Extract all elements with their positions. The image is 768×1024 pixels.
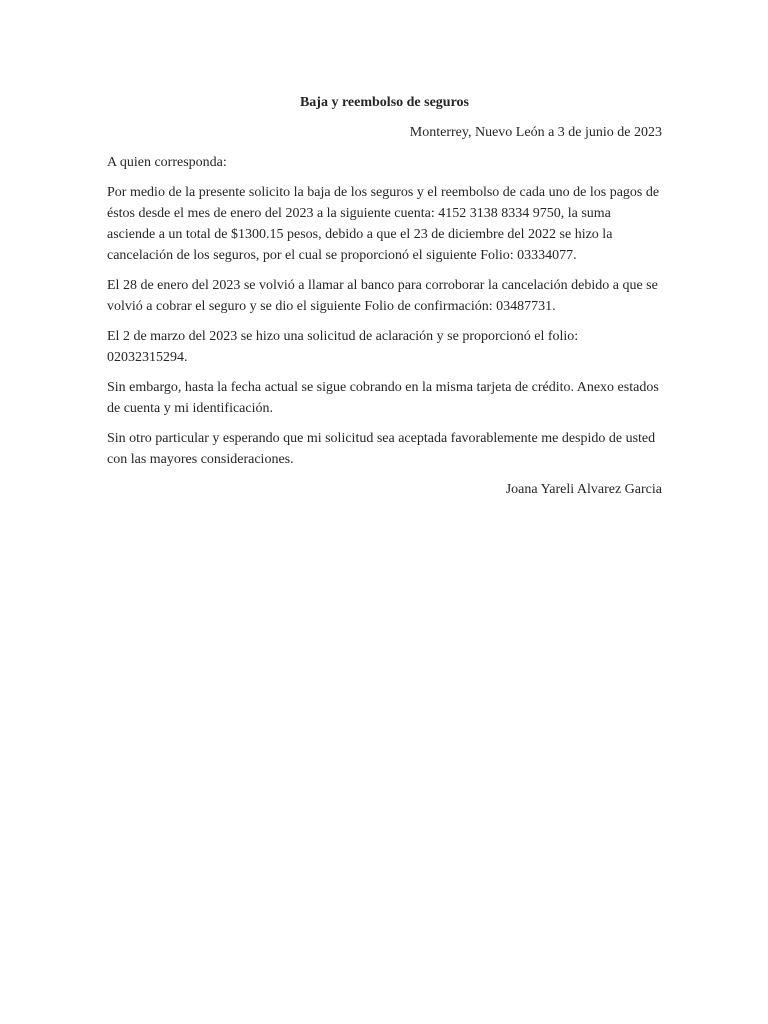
paragraph-still-charging: Sin embargo, hasta la fecha actual se sigue cobrando en la misma tarjeta de crédito. Anexo estados de cuenta y mi identificación.: [107, 380, 659, 416]
letter-body: [107, 92, 662, 500]
document-title: Baja y reembolso de seguros: [299, 95, 470, 110]
salutation: A quien corresponda:: [107, 155, 227, 170]
paragraph-january-call: El 28 de enero del 2023 se volvió a llamar al banco para corroborar la cancelación debido a que se volvió a cobrar el seguro y se dio el siguiente Folio de confirmación: 03487731.: [107, 278, 658, 314]
paragraph-request: Por medio de la presente solicito la baja de los seguros y el reembolso de cada uno de los pagos de éstos desde el mes de enero del 2023 a la siguiente cuenta: 4152 3138 8334 9750, la suma asciende a un total de $1300.15 pesos, debido a que el 23 de diciembre del 2022 se hizo la cancelación de los seguros, por el cual se proporcionó el siguiente Folio: 03334077.: [107, 185, 660, 263]
paragraph-march-clarification: El 2 de marzo del 2023 se hizo una solicitud de aclaración y se proporcionó el folio: 02032315294.: [107, 329, 579, 365]
paragraph-closing: Sin otro particular y esperando que mi solicitud sea aceptada favorablemente me despido de usted con las mayores consideraciones.: [107, 431, 656, 467]
date-line: Monterrey, Nuevo León a 3 de junio de 2023: [409, 125, 662, 140]
signature-name: Joana Yareli Alvarez Garcia: [505, 482, 662, 497]
